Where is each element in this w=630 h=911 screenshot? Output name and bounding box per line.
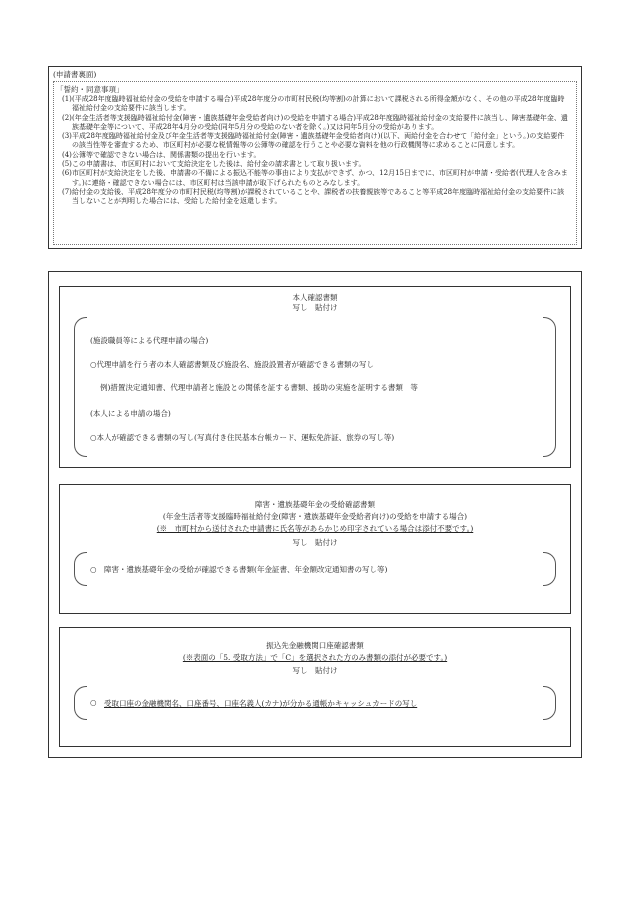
term-item: (1) (平成28年度臨時福祉給付金の受給を申請する場合)平成28年度分の市町村民税(均等割)の計算において課税される所得金額がなく、その他の平成28年度臨時福祉給付金の支給要件に該当します。: [62, 95, 565, 113]
self-item: ○本人が確認できる書類の写し(写真付き住民基本台帳カード、運転免許証、旅券の写し等): [90, 433, 395, 442]
pledge-title: 「誓約・同意事項」: [56, 85, 124, 94]
term-item: (5) この申請書は、市区町村において支給決定をした後は、給付金の請求書として取り扱います。: [62, 160, 366, 169]
pledge-section: [53, 81, 577, 245]
paste-area: [74, 552, 556, 586]
proxy-heading: (施設職員等による代理申請の場合): [90, 336, 209, 345]
pension-item: ○ 障害・遺族基礎年金の受給が確認できる書類(年金証書、年金額改定通知書の写し等): [90, 565, 388, 574]
left-bracket: [74, 686, 87, 720]
section-title: 本人確認書類: [292, 293, 338, 302]
paste-label: 写し 貼付け: [292, 538, 338, 547]
bank-account-section: [59, 627, 571, 747]
terms-list: [62, 95, 570, 207]
term-item: (6) 市区町村が支給決定をした後、申請書の不備による振込不能等の事由により支払ができず、かつ、12月15日までに、市区町村が申請・受給者(代理人を含みます。)に連絡・確認できない場合には、市区町村は当該申請が取下げられたものとみなします。: [62, 169, 568, 187]
left-bracket: [74, 552, 87, 586]
paste-area: [74, 686, 556, 720]
term-item: (4) 公簿等で確認できない場合は、関係書類の提出を行います。: [62, 150, 261, 159]
section-subtitle: (年金生活者等支援臨時福祉給付金(障害・遺族基礎年金受給者向け)の受給を申請する場合): [162, 512, 468, 521]
proxy-item: ○代理申請を行う者の本人確認書類及び施設名、施設設置者が確認できる書類の写し: [90, 360, 375, 369]
section-title: 障害・遺族基礎年金の受給確認書類: [255, 500, 375, 509]
attachment-area: [48, 271, 582, 758]
term-item: (7) 給付金の支給後、平成28年度分の市町村民税(均等割)が課税されていることや、課税者の扶養親族等であること等平成28年度臨時福祉給付金の支給要件に該当しないことが判明した場合には、受給した給付金を返還します。: [62, 187, 565, 206]
page-header-label: (申請書裏面): [53, 70, 97, 79]
paste-area: [74, 317, 556, 457]
section-note: (※ 市町村から送付された申請書に氏名等があらかじめ印字されている場合は添付不要です。): [156, 524, 474, 533]
term-item: (3) 平成28年度臨時福祉給付金及び年金生活者等支援臨時福祉給付金(障害・遺族基礎年金受給者向け)(以下、両給付金を合わせて「給付金」という。)の支給要件の該当性等を審査するため、市区町村が必要な税情報等の公簿等の確認を行うことや必要な資料を他の行政機関等に求めることに同意します。: [62, 132, 565, 150]
right-bracket: [543, 317, 556, 457]
term-item: (2) (年金生活者等支援臨時福祉給付金(障害・遺族基礎年金受給者向け)の受給を申請する場合)平成28年度臨時福祉給付金の支給要件に該当し、障害基礎年金、遺族基礎年金等について、平成28年4月分の受給(同年5月分の受給のない者を除く。)又は同年5月分の受給があります。: [62, 113, 568, 131]
bank-item: 受取口座の金融機関名、口座番号、口座名義人(カナ)が分かる通帳かキャッシュカードの写し: [104, 699, 418, 708]
proxy-example: 例)措置決定通知書、代理申請者と施設との関係を証する書類、援助の実施を証明する書類 等: [100, 383, 418, 392]
section-title: 振込先金融機関口座確認書類: [266, 641, 364, 650]
bullet-mark: ○: [90, 698, 97, 707]
right-bracket: [543, 552, 556, 586]
paste-label: 写し 貼付け: [292, 666, 338, 675]
self-heading: (本人による申請の場合): [90, 409, 171, 418]
section-note: (※表面の「5. 受取方法」で「C」を選択された方のみ書類の添付が必要です。): [182, 653, 448, 662]
paste-label: 写し 貼付け: [292, 303, 338, 312]
identity-documents-section: [59, 286, 571, 468]
pension-documents-section: [59, 484, 571, 614]
right-bracket: [543, 686, 556, 720]
left-bracket: [74, 317, 87, 457]
pledge-box: [48, 66, 582, 249]
